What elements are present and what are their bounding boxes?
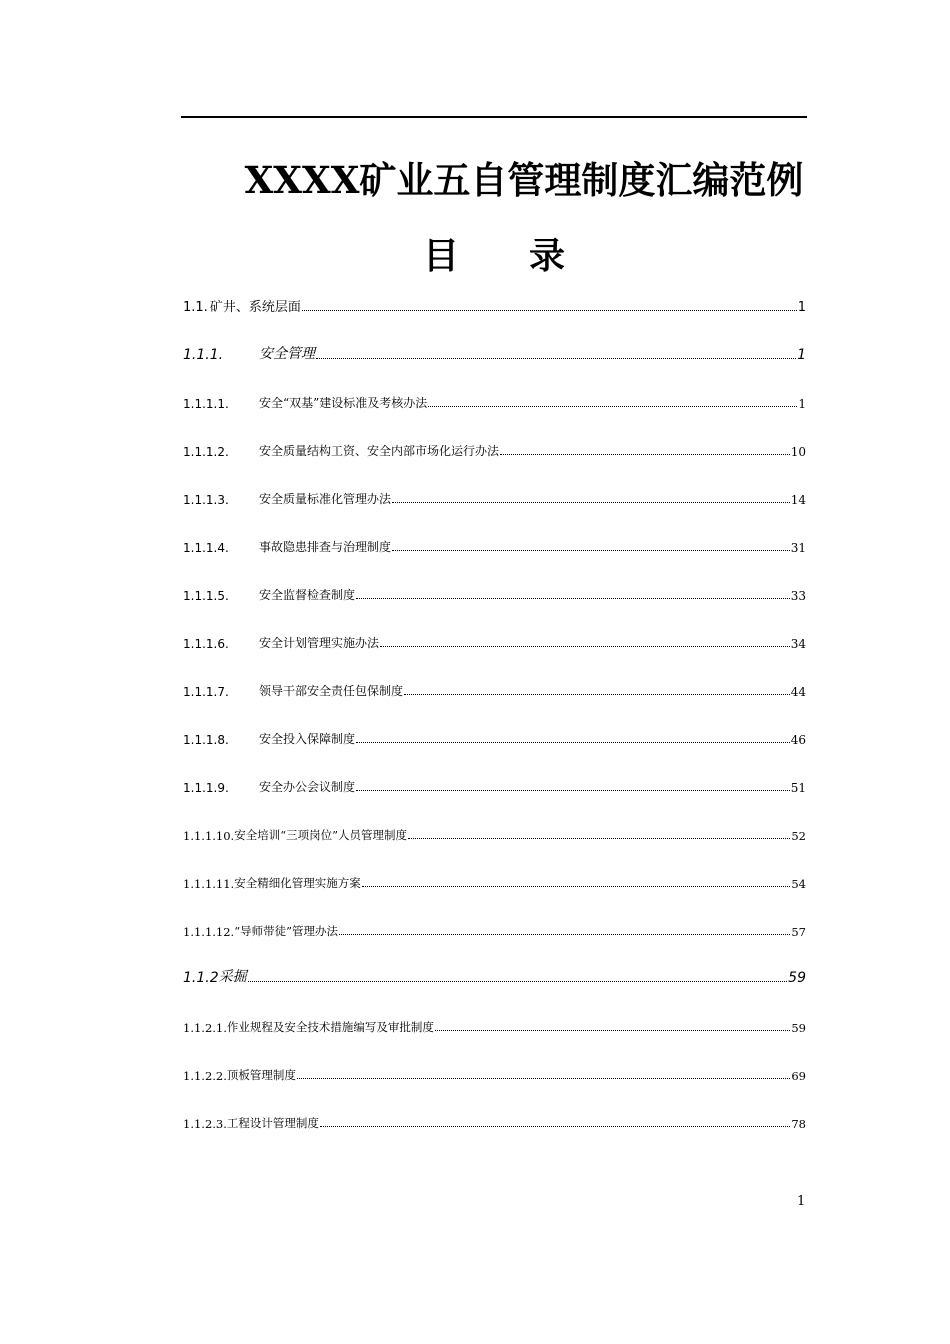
toc-dot-leader	[404, 693, 790, 695]
toc-entry-number: 1.1.1.9.	[183, 781, 229, 795]
toc-entry-title: 安全管理	[259, 346, 315, 362]
toc-dot-leader	[248, 980, 788, 982]
toc-entry[interactable]	[183, 1063, 806, 1083]
toc-entry-title: 安全精细化管理实施方案	[234, 876, 361, 890]
toc-entry-title: 安全“双基”建设标准及考核办法	[259, 396, 428, 410]
toc-entry-title: 领导干部安全责任包保制度	[259, 684, 404, 698]
toc-entry-number: 1.1.	[183, 300, 208, 315]
toc-entry-title: 作业规程及安全技术措施编写及审批制度	[226, 1020, 434, 1034]
toc-entry-page: 33	[790, 589, 806, 603]
toc-entry-number: 1.1.2.2.	[183, 1069, 227, 1083]
document-title: XXXX矿业五自管理制度汇编范例	[244, 158, 804, 202]
toc-entry-number: 1.1.1.	[183, 347, 224, 363]
toc-entry-number: 1.1.1.4.	[183, 541, 229, 555]
toc-entry-title: 安全投入保障制度	[259, 732, 356, 746]
toc-entry-title: 安全计划管理实施办法	[259, 636, 380, 650]
toc-dot-leader	[316, 357, 796, 359]
toc-entry-page: 1	[797, 347, 806, 363]
toc-entry-title: 采掘	[218, 969, 247, 985]
toc-entry-page: 69	[791, 1069, 806, 1083]
toc-entry-page: 59	[788, 970, 806, 986]
toc-entry[interactable]	[183, 1015, 806, 1035]
toc-dot-leader	[435, 1029, 790, 1031]
toc-entry-number: 1.1.1.1.	[183, 397, 229, 411]
toc-entry[interactable]	[183, 823, 806, 843]
toc-entry-page: 52	[791, 829, 806, 843]
header-rule	[181, 116, 807, 118]
toc-entry[interactable]	[183, 631, 806, 651]
toc-dot-leader	[320, 1125, 790, 1127]
toc-dot-leader	[302, 309, 797, 311]
toc-entry-number: 1.1.1.3.	[183, 493, 229, 507]
toc-entry[interactable]	[183, 295, 806, 315]
toc-entry-title: 安全培训“三项岗位”人员管理制度	[234, 828, 407, 842]
toc-dot-leader	[339, 933, 790, 935]
toc-entry-page: 59	[791, 1021, 806, 1035]
toc-dot-leader	[356, 789, 790, 791]
toc-entry[interactable]	[183, 919, 806, 939]
toc-entry[interactable]	[183, 871, 806, 891]
toc-entry[interactable]	[183, 391, 806, 411]
toc-dot-leader	[428, 405, 797, 407]
toc-dot-leader	[408, 837, 790, 839]
toc-heading-char-2: 录	[529, 235, 566, 277]
toc-entry[interactable]	[183, 487, 806, 507]
toc-entry-title: 安全质量结构工资、安全内部市场化运行办法	[259, 444, 500, 458]
toc-entry-page: 1	[798, 397, 806, 411]
toc-entry-page: 1	[797, 300, 806, 315]
toc-entry-title: “导师带徒”管理办法	[234, 924, 338, 938]
toc-entry-page: 10	[790, 445, 806, 459]
toc-entry-title: 安全办公会议制度	[259, 780, 356, 794]
toc-entry-number: 1.1.1.10.	[183, 829, 235, 843]
toc-dot-leader	[356, 597, 790, 599]
toc-entry-number: 1.1.1.12.	[183, 925, 235, 939]
toc-entry-title: 顶板管理制度	[226, 1068, 296, 1082]
toc-entry[interactable]	[183, 775, 806, 795]
toc-entry-page: 78	[791, 1117, 806, 1131]
toc-entry[interactable]	[183, 535, 806, 555]
toc-dot-leader	[297, 1077, 790, 1079]
toc-entry-number: 1.1.2.1.	[183, 1021, 227, 1035]
toc-entry-page: 54	[791, 877, 806, 891]
toc-entry-number: 1.1.1.7.	[183, 685, 229, 699]
toc-entry-title: 矿井、系统层面	[209, 300, 301, 315]
toc-entry[interactable]	[183, 583, 806, 603]
toc-entry[interactable]	[183, 343, 806, 363]
toc-heading	[181, 228, 807, 279]
toc-dot-leader	[362, 885, 791, 887]
toc-entry-page: 57	[791, 925, 806, 939]
toc-entry-page: 44	[790, 685, 806, 699]
toc-entry[interactable]	[183, 439, 806, 459]
toc-entry-number: 1.1.1.6.	[183, 637, 229, 651]
toc-dot-leader	[356, 741, 790, 743]
toc-entry-number: 1.1.2	[183, 970, 219, 986]
toc-entry-title: 工程设计管理制度	[226, 1116, 319, 1130]
toc-entry-number: 1.1.1.5.	[183, 589, 229, 603]
toc-dot-leader	[392, 549, 790, 551]
toc-entry-number: 1.1.1.2.	[183, 445, 229, 459]
toc-entry[interactable]	[183, 1111, 806, 1131]
toc-entry-title: 安全质量标准化管理办法	[259, 492, 392, 506]
toc-entry-title: 安全监督检查制度	[259, 588, 356, 602]
page-number: 1	[797, 1194, 806, 1209]
toc-entry-page: 31	[790, 541, 806, 555]
toc-entry-page: 14	[790, 493, 806, 507]
toc-entry[interactable]	[183, 727, 806, 747]
toc-entry-page: 46	[790, 733, 806, 747]
toc-entry-number: 1.1.1.8.	[183, 733, 229, 747]
toc-entry-number: 1.1.1.11.	[183, 877, 235, 891]
toc-heading-char-1: 目	[422, 235, 459, 277]
toc-dot-leader	[392, 501, 790, 503]
toc-dot-leader	[380, 645, 790, 647]
toc-entry[interactable]	[183, 966, 806, 986]
toc-entry-number: 1.1.2.3.	[183, 1117, 227, 1131]
toc-dot-leader	[500, 453, 790, 455]
toc-entry-page: 51	[790, 781, 806, 795]
toc-entry-title: 事故隐患排查与治理制度	[259, 540, 392, 554]
toc-entry[interactable]	[183, 679, 806, 699]
toc-entry-page: 34	[790, 637, 806, 651]
